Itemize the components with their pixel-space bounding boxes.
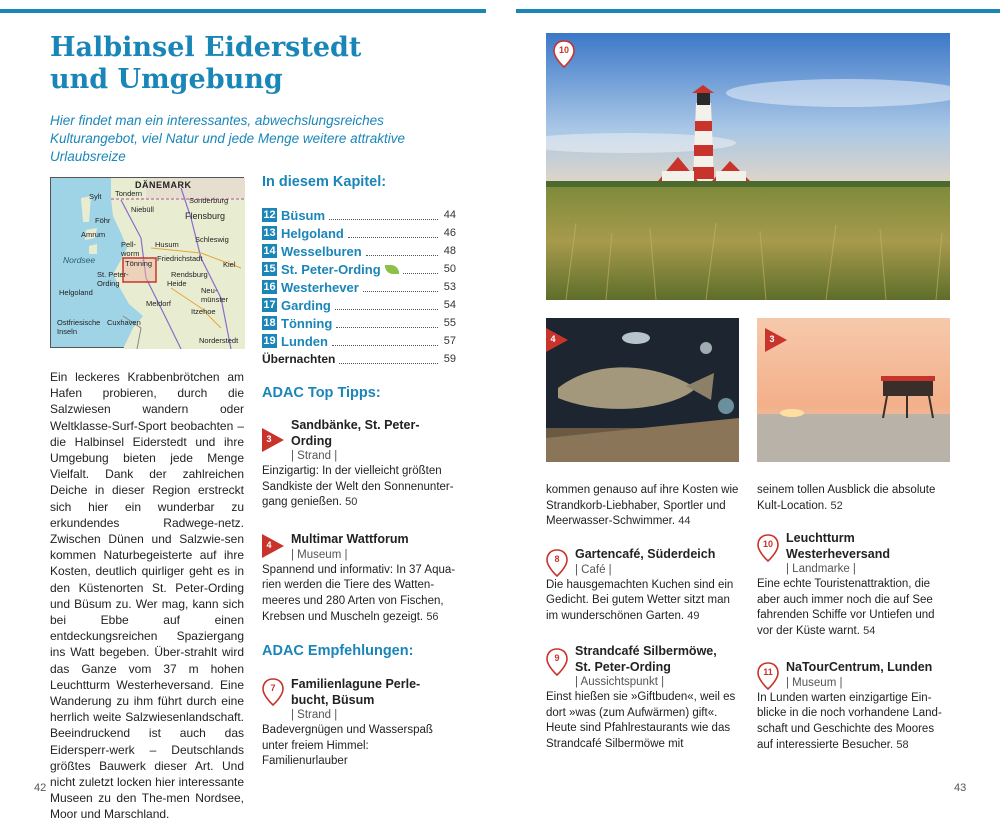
eco-leaf-icon bbox=[385, 265, 399, 274]
page-subtitle: Hier findet man ein interessantes, abwechslungsreiches Kulturangebot, viel Natur und jede Menge weitere attraktive Urlaubsreize bbox=[50, 113, 405, 164]
chapter-row[interactable]: 19 Lunden 57 bbox=[263, 333, 456, 349]
top-rule-right bbox=[516, 9, 1000, 13]
top-rule-left bbox=[0, 9, 486, 13]
recommendation-item: Strandcafé Silbermöwe, St. Peter-Ording | Aussichtspunkt | Einst hießen sie »Giftbuden«, weil es dort »was (zum Aufwärmen) gift«. Heute sind Pfahlrestaurants wie das Strandcafé Silbermöwe mit bbox=[546, 644, 736, 751]
page-number-right: 43 bbox=[954, 782, 967, 794]
map-marker-icon: 3 bbox=[765, 326, 787, 354]
map-marker-icon: 4 bbox=[262, 532, 284, 560]
intro-text: Ein leckeres Krabbenbrötchen am Hafen probieren, durch die Salzwiesen wandern oder Weltklasse-Surf-Sport beobachten – die Halbinsel Eiderstedt und ihre Umgebung bieten jede Menge Vielfalt. Dank der zahlreichen Deiche in dieser Region erstreckt sich hier ein wunderbar zu erkundendes Radwege-netz. Zwischen Dünen und Salzwie-sen kommen Naturbegeisterte auf ihre Kosten, deutlich quirliger geht es in den Küstenorten St. Peter-Ording und Büsum zu. Wer mag, kann sich bei Ebbe auf einen entdeckungsreichen Spaziergang ins Watt begeben. Über-strahlt wird das Ganze vom 37 m hohen Leuchtturm Westerheversand. Eine Wanderung zu ihm führt durch eine herrlich weite Salzwiesenlandschaft. Beeindruckend ist auch das Eidersperr-werk – Deutschlands größtes Bauwerk dieser Art. Und nicht zuletzt locken hier interessante Museen zu den The-men Nordsee, Moor und Marschland. bbox=[50, 370, 244, 822]
recommendation-item: Familienlagune Perle- bucht, Büsum | Strand | Badevergnügen und Wasserspaß unter freiem Himmel: Familienurlauber bbox=[262, 677, 433, 768]
recommendations-heading: ADAC Empfehlungen: bbox=[262, 643, 414, 659]
map-marker-icon: 8 bbox=[546, 549, 568, 577]
recommendation-item: NaTourCentrum, Lunden | Museum | In Lunden warten einzigartige Ein-blicke in die noch vorhandene Land-schaft und Geschichte des Moores auf interessierte Besucher. 58 bbox=[757, 660, 942, 751]
recommendation-item: Gartencafé, Süderdeich | Café | Die hausgemachten Kuchen sind ein Gedicht. Bei gutem Wetter sitzt man im wunderschönen Garten. 49 bbox=[546, 547, 734, 622]
chapter-row[interactable]: 13 Helgoland 46 bbox=[263, 225, 456, 241]
map-marker-icon: 4 bbox=[546, 326, 568, 354]
top-tip-item: Sandbänke, St. Peter- Ording | Strand | Einzigartig: In der vielleicht größten Sandkiste der Welt den Sonnenunter-gang genießen. 50 bbox=[262, 418, 454, 509]
map-marker-icon: 3 bbox=[262, 426, 284, 454]
chapter-row[interactable]: 18 Tönning 55 bbox=[263, 315, 456, 331]
page-number-left: 42 bbox=[34, 782, 47, 794]
map-marker-icon: 10 bbox=[553, 40, 575, 68]
lighthouse-photo bbox=[546, 33, 950, 300]
chapter-row[interactable]: 14 Wesselburen 48 bbox=[263, 243, 456, 259]
chapter-row[interactable]: 15 St. Peter-Ording 50 bbox=[263, 261, 456, 277]
region-map: DÄNEMARK Sylt Tondern Sonderburg Niebüll Föhr Flensburg Amrum Schleswig Husum Pell- worm Friedrichstadt Nordsee Tönning Kiel St. Peter- Ording Rendsburg Heide Helgoland Neu- münster Meldorf Itzehoe Ostfriesische Inseln Cuxhaven Norderstedt bbox=[50, 177, 244, 348]
chapter-row[interactable]: 12 Büsum 44 bbox=[263, 207, 456, 223]
chapter-row[interactable]: 17 Garding 54 bbox=[263, 297, 456, 313]
chapter-heading: In diesem Kapitel: bbox=[262, 174, 387, 190]
map-marker-icon: 9 bbox=[546, 648, 568, 676]
page-title: Halbinsel Eiderstedt und Umgebung bbox=[50, 32, 362, 95]
recommendation-continued: kommen genauso auf ihre Kosten wie Strandkorb-Liebhaber, Sportler und Meerwasser-Schwimmer. 44 bbox=[546, 484, 739, 528]
chapter-list bbox=[262, 206, 456, 368]
recommendation-item: Leuchtturm Westerheversand | Landmarke | Eine echte Touristenattraktion, die aber auch immer noch die auf See fahrenden Schiffe vor Untiefen und vor der Küste warnt. 54 bbox=[757, 531, 935, 638]
top-tips-heading: ADAC Top Tipps: bbox=[262, 385, 381, 401]
map-marker-icon: 7 bbox=[262, 678, 284, 706]
map-marker-icon: 10 bbox=[757, 534, 779, 562]
map-marker-icon: 11 bbox=[757, 662, 779, 690]
recommendation-continued: seinem tollen Ausblick die absolute Kult-Location. 52 bbox=[757, 484, 936, 512]
museum-photo bbox=[546, 318, 739, 462]
overnight-row[interactable]: Übernachten 59 bbox=[262, 352, 456, 366]
chapter-row[interactable]: 16 Westerhever 53 bbox=[263, 279, 456, 295]
top-tip-item: Multimar Wattforum | Museum | Spannend und informativ: In 37 Aqua-rien werden die Tiere des Watten-meeres und 280 Arten von Fischen, Krebsen und Muscheln gezeigt. 56 bbox=[262, 532, 456, 623]
